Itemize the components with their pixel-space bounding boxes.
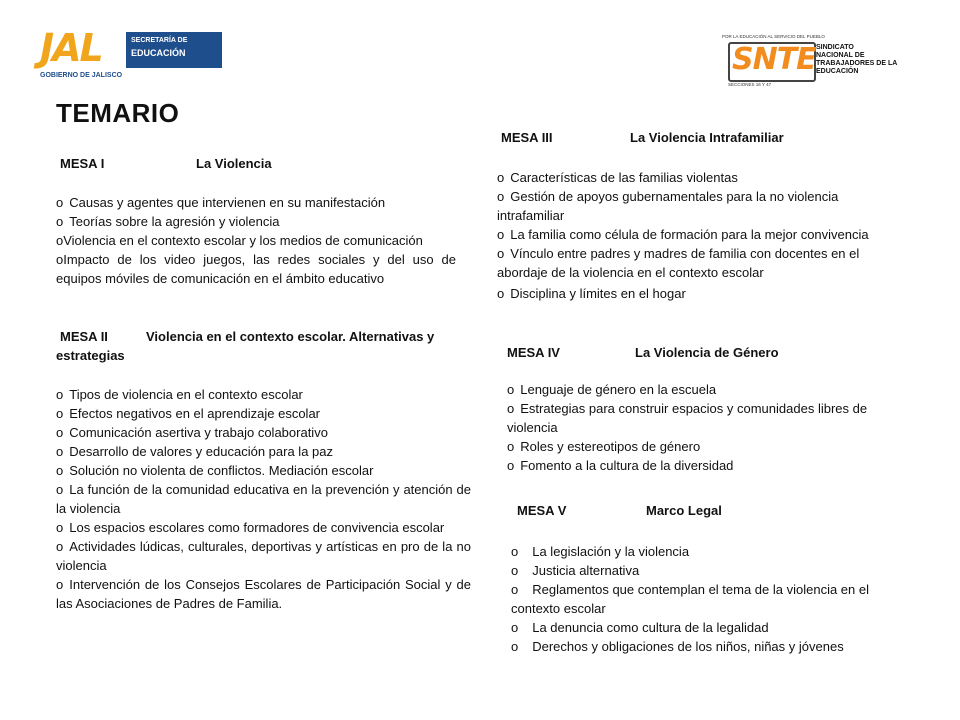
mesa-label: MESA IV (507, 345, 560, 360)
list-item: o Lenguaje de género en la escuela (507, 382, 717, 397)
mesa-topic: Marco Legal (646, 503, 722, 518)
jal-line1: SECRETARÍA DE (131, 37, 188, 44)
mesa-4-header (507, 345, 779, 360)
mesa-4-list (507, 380, 909, 475)
jalisco-logo (40, 26, 222, 82)
snte-name (816, 44, 902, 76)
list-item: o Solución no violenta de conflictos. Mediación escolar (56, 463, 374, 478)
mesa-1-list (56, 193, 456, 288)
list-item: oViolencia en el contexto escolar y los medios de comunicación (56, 233, 423, 248)
mesa-label: MESA I (60, 156, 105, 171)
mesa-topic: La Violencia de Género (635, 345, 779, 360)
list-item: o Efectos negativos en el aprendizaje escolar (56, 406, 320, 421)
mesa-2-list (56, 385, 471, 613)
list-item: o Roles y estereotipos de género (507, 439, 701, 454)
jal-line2: EDUCACIÓN (131, 48, 186, 58)
list-item: o Intervención de los Consejos Escolares de Participación Social y de las Asociaciones de Padres de Familia. (56, 577, 471, 611)
list-item: o Derechos y obligaciones de los niños, niñas y jóvenes (511, 639, 844, 654)
mesa-5-header (517, 503, 722, 518)
list-item: o Reglamentos que contemplan el tema de la violencia en el contexto escolar (511, 582, 869, 616)
list-item: o La función de la comunidad educativa en la prevención y atención de la violencia (56, 482, 471, 516)
list-item: o Los espacios escolares como formadores de convivencia escolar (56, 520, 445, 535)
mesa-3-header (501, 130, 784, 145)
list-item: o Características de las familias violentas (497, 170, 738, 185)
page-title: TEMARIO (56, 98, 180, 128)
jal-mark-text: JAL (40, 26, 102, 70)
mesa-5-list (511, 542, 901, 656)
list-item: o Estrategias para construir espacios y comunidades libres de violencia (507, 401, 868, 435)
list-item: o Comunicación asertiva y trabajo colaborativo (56, 425, 328, 440)
list-item: oImpacto de los video juegos, las redes sociales y del uso de equipos móviles de comunicación en el ámbito educativo (56, 252, 456, 286)
list-item: o Tipos de violencia en el contexto escolar (56, 387, 303, 402)
list-item: o Vínculo entre padres y madres de familia con docentes en el abordaje de la violencia en el contexto escolar (497, 246, 860, 280)
list-item: o Justicia alternativa (511, 563, 640, 578)
mesa-label: MESA V (517, 503, 567, 518)
mesa-2-header (56, 327, 466, 365)
mesa-3-list (497, 168, 907, 303)
snte-mark-box (728, 42, 816, 82)
list-item: o Fomento a la cultura de la diversidad (507, 458, 734, 473)
snte-mark: SNTE (732, 42, 816, 77)
snte-top-text: POR LA EDUCACIÓN AL SERVICIO DEL PUEBLO (722, 34, 825, 39)
snte-line: EDUCACIÓN (816, 68, 859, 75)
list-item: o Gestión de apoyos gubernamentales para la no violencia intrafamiliar (497, 189, 839, 223)
jal-mark (40, 26, 126, 70)
snte-bottom-text: SECCIONES 16 Y 47 (728, 82, 772, 87)
list-item: o Actividades lúdicas, culturales, deportivas y artísticas en pro de la no violencia (56, 539, 471, 573)
list-item: o Teorías sobre la agresión y violencia (56, 214, 280, 229)
jal-subtitle: GOBIERNO DE JALISCO (40, 72, 123, 79)
mesa-1-header (60, 156, 272, 171)
list-item: o Disciplina y límites en el hogar (497, 286, 686, 301)
snte-line: NACIONAL DE (816, 52, 865, 59)
list-item: o La legislación y la violencia (511, 544, 690, 559)
jal-blue-box (126, 32, 222, 68)
snte-line: SINDICATO (816, 44, 854, 51)
mesa-topic: La Violencia (196, 156, 272, 171)
mesa-label: MESA II (60, 329, 108, 344)
list-item: o La denuncia como cultura de la legalidad (511, 620, 769, 635)
mesa-topic: La Violencia Intrafamiliar (630, 130, 784, 145)
mesa-topic: Violencia en el contexto escolar. Alternativas y estrategias (56, 329, 435, 363)
list-item: o Desarrollo de valores y educación para la paz (56, 444, 333, 459)
snte-line: TRABAJADORES DE LA (816, 60, 898, 67)
snte-logo (722, 34, 900, 90)
mesa-label: MESA III (501, 130, 553, 145)
list-item: o La familia como célula de formación para la mejor convivencia (497, 227, 869, 242)
list-item: o Causas y agentes que intervienen en su manifestación (56, 195, 386, 210)
